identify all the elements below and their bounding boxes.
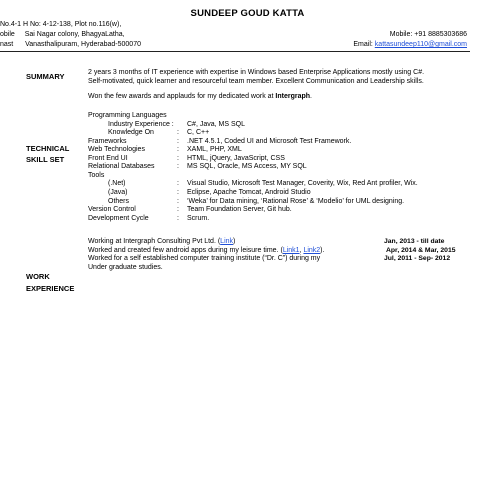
summary-block — [88, 69, 478, 102]
tech-colon: : — [177, 206, 179, 213]
awards-suffix: . — [310, 93, 312, 101]
address-line-3-label: nast — [0, 41, 14, 48]
tech-label: (Java) — [108, 189, 128, 196]
address-line-2-label: obile — [0, 31, 15, 38]
tech-label: Development Cycle — [88, 214, 149, 222]
tech-colon: : — [177, 214, 179, 222]
tech-value: Team Foundation Server, Git hub. — [187, 206, 292, 213]
work-item-3-text: Worked for a self established computer training institute (“Dr. C”) during my — [88, 255, 321, 262]
work-item-3-line-2: Under graduate studies. — [88, 263, 163, 271]
mobile-number: Mobile: +91 8885303686 — [389, 31, 467, 38]
email-label: Email: — [353, 41, 375, 48]
tech-label: Frameworks — [88, 137, 127, 145]
tech-colon: : — [177, 189, 179, 196]
work-item-1-text: Working at Intergraph Consulting Pvt Ltd. ( — [88, 238, 221, 245]
address-line-2 — [0, 30, 125, 40]
tech-value: HTML, jQuery, JavaScript, CSS — [187, 154, 285, 162]
tech-colon: : — [177, 154, 179, 162]
tech-label: Others — [108, 197, 130, 205]
address-line-3 — [0, 40, 141, 50]
work-item-2 — [88, 247, 324, 256]
awards-prefix: Won the few awards and applauds for my dedicated work at — [88, 93, 276, 101]
tech-colon: : — [177, 137, 179, 145]
tech-colon: : — [177, 146, 179, 153]
work-heading-line-2: EXPERIENCE — [26, 284, 75, 293]
technical-heading-line-2: SKILL SET — [26, 155, 65, 164]
work-item-1-suffix: ) — [233, 238, 236, 245]
awards-company: Intergraph — [275, 93, 311, 101]
summary-line-1: 2 years 3 months of IT experience with expertise in Windows based Enterprise Applications mostly using C#. — [88, 69, 425, 76]
tech-label: Tools — [88, 171, 105, 179]
tech-value: MS SQL, Oracle, MS Access, MY SQL — [187, 163, 307, 170]
tech-value: XAML, PHP, XML — [187, 146, 242, 153]
work-item-1-link[interactable]: Link — [220, 238, 234, 245]
tech-label: Industry Experience : — [108, 120, 174, 128]
tech-colon: : — [177, 163, 179, 170]
tech-label: (.Net) — [108, 180, 126, 187]
work-item-1 — [88, 238, 235, 247]
address-line-3-text: Vanasthalipuram, Hyderabad-500070 — [25, 41, 141, 48]
work-item-1-date: Jan, 2013 - till date — [384, 238, 445, 245]
summary-awards — [88, 93, 478, 102]
email-link[interactable]: kattasundeep110@gmail.com — [374, 41, 467, 48]
work-item-3 — [88, 255, 320, 272]
tech-value: C, C++ — [187, 129, 210, 136]
tech-colon: : — [177, 180, 179, 187]
candidate-name: SUNDEEP GOUD KATTA — [190, 8, 305, 19]
work-item-2-link-2[interactable]: Link2 — [303, 246, 321, 254]
address-line-1: No.4-1 H No: 4-12-138, Plot no.116(w), — [0, 21, 122, 28]
tech-value: Eclipse, Apache Tomcat, Android Studio — [187, 189, 311, 196]
technical-heading-line-1: TECHNICAL — [26, 144, 70, 153]
tech-value: C#, Java, MS SQL — [187, 120, 245, 128]
work-item-2-date: Apr, 2014 & Mar, 2015 — [386, 246, 456, 254]
work-item-2-link-1[interactable]: Link1 — [282, 246, 300, 254]
header-divider — [0, 51, 470, 52]
tech-label: Web Technologies — [88, 146, 145, 153]
tech-colon: : — [177, 129, 179, 136]
summary-line-2: Self-motivated, quick learner and resourceful team member. Excellent Communication and Leadership skills. — [88, 77, 424, 85]
work-item-2-text: Worked and created few android apps during my leisure time. ( — [88, 246, 283, 254]
address-line-2-text: Sai Nagar colony, BhagyaLatha, — [24, 31, 125, 38]
summary-heading: SUMMARY — [26, 72, 65, 81]
work-item-3-date: Jul, 2011 - Sep- 2012 — [384, 255, 451, 262]
programming-languages-title: Programming Languages — [88, 112, 167, 119]
work-item-2-sep: , — [299, 246, 304, 254]
tech-value: .NET 4.5.1, Coded UI and Microsoft Test Framework. — [187, 137, 352, 145]
tech-label: Version Control — [88, 206, 136, 213]
work-item-2-suffix: ). — [320, 246, 325, 254]
tech-value: Scrum. — [187, 214, 210, 222]
email-line — [353, 40, 467, 50]
tech-value: ‘Weka’ for Data mining, ‘Rational Rose’ & ‘Modelio’ for UML designing. — [187, 197, 405, 205]
tech-colon: : — [177, 197, 179, 205]
tech-label: Relational Databases — [88, 163, 155, 170]
tech-label: Knowledge On — [108, 129, 154, 136]
work-heading-line-1: WORK — [26, 272, 50, 281]
tech-label: Front End UI — [88, 154, 128, 162]
tech-value: Visual Studio, Microsoft Test Manager, Coverity, Wix, Red Ant profiler, Wix. — [187, 180, 418, 187]
